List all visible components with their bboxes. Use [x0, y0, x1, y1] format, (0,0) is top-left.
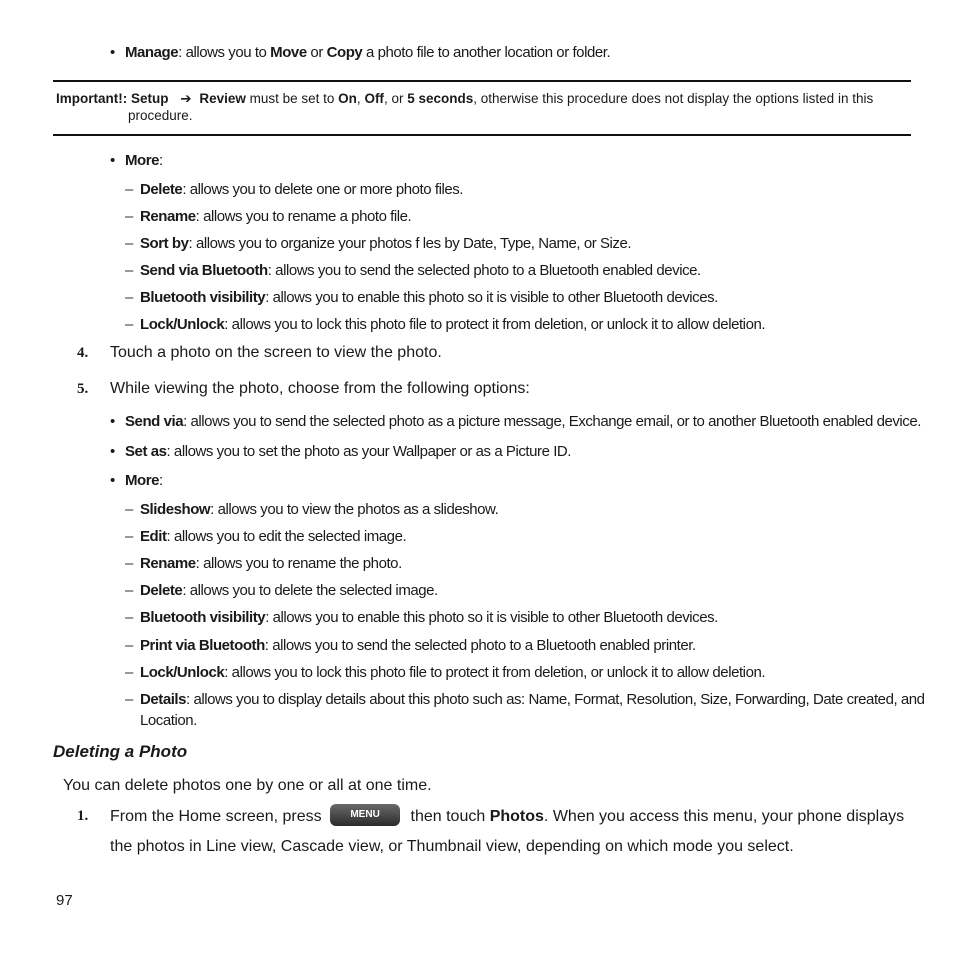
list-item [140, 235, 631, 252]
dash: – [125, 555, 134, 572]
text: , or [383, 91, 408, 106]
step-number: 5. [77, 381, 89, 397]
note-top-rule [53, 80, 911, 82]
text: , [356, 91, 365, 106]
bullet-dot: • [110, 44, 116, 61]
important-label: Important!: Setup [56, 91, 169, 106]
list-item [140, 691, 925, 708]
dash: – [125, 664, 134, 681]
manage-bullet [125, 44, 610, 61]
dash: – [125, 637, 134, 654]
list-item [140, 528, 406, 545]
item-text: : allows you to lock this photo file to protect it from deletion, or unlock it to allow deletion. [224, 664, 766, 681]
dash: – [125, 289, 134, 306]
five-seconds-label: 5 seconds [407, 91, 474, 106]
manage-label: Manage [125, 44, 179, 61]
text: : [159, 472, 163, 489]
dash: – [125, 528, 134, 545]
item-text: : allows you to enable this photo so it is visible to other Bluetooth devices. [265, 609, 718, 626]
text: . When you access this menu, your phone displays [543, 808, 905, 826]
item-text: : allows you to edit the selected image. [166, 528, 407, 545]
item-text: : allows you to delete the selected image. [182, 582, 438, 599]
bullet-dot: • [110, 472, 116, 489]
dash: – [125, 582, 134, 599]
review-label: Review [199, 91, 246, 106]
item-label: Send via [125, 413, 184, 430]
item-text: : allows you to rename a photo file. [195, 208, 412, 225]
item-text: : allows you to send the selected photo to a Bluetooth enabled device. [267, 262, 701, 279]
list-item [140, 637, 696, 654]
item-label: Bluetooth visibility [140, 289, 266, 306]
set-as-bullet [125, 443, 571, 460]
item-label: Edit [140, 528, 167, 545]
list-item [140, 664, 765, 681]
move-label: Move [270, 44, 307, 61]
list-item [140, 262, 701, 279]
step-4-text: Touch a photo on the screen to view the photo. [110, 344, 442, 361]
page-number: 97 [56, 892, 73, 909]
text: , otherwise this procedure does not display the options listed in this [473, 91, 874, 106]
list-item [140, 316, 765, 333]
item-label: Delete [140, 181, 183, 198]
note-bottom-rule [53, 134, 911, 136]
text: : [159, 152, 163, 169]
text: a photo file to another location or folder. [362, 44, 611, 61]
item-text: : allows you to enable this photo so it is visible to other Bluetooth devices. [265, 289, 718, 306]
photos-label: Photos [489, 808, 544, 826]
list-item [140, 181, 463, 198]
item-text: : allows you to send the selected photo to a Bluetooth enabled printer. [264, 637, 696, 654]
important-note [56, 91, 873, 107]
step-number: 4. [77, 345, 89, 361]
dash: – [125, 208, 134, 225]
dash: – [125, 609, 134, 626]
item-label: Bluetooth visibility [140, 609, 266, 626]
item-text: : allows you to view the photos as a slideshow. [210, 501, 499, 518]
text: then touch [406, 808, 490, 826]
item-text: : allows you to display details about this photo such as: Name, Format, Resolution, Size, Forwarding, Date created, and [186, 691, 925, 708]
dash: – [125, 262, 134, 279]
dash: – [125, 316, 134, 333]
step-1-text [110, 806, 904, 828]
dash: – [125, 235, 134, 252]
section-intro: You can delete photos one by one or all at one time. [63, 777, 432, 794]
copy-label: Copy [326, 44, 363, 61]
off-label: Off [364, 91, 384, 106]
text: From the Home screen, press [110, 808, 327, 826]
item-label: Sort by [140, 235, 189, 252]
item-text: : allows you to delete one or more photo files. [182, 181, 464, 198]
more-label: More [125, 472, 160, 489]
list-item [140, 208, 411, 225]
list-item [140, 289, 718, 306]
item-label: Slideshow [140, 501, 211, 518]
item-label: Details [140, 691, 187, 708]
item-label: Set as [125, 443, 167, 460]
list-item [140, 501, 498, 518]
on-label: On [338, 91, 357, 106]
item-label: Send via Bluetooth [140, 262, 268, 279]
more-label: More [125, 152, 160, 169]
arrow-icon: ➔ [180, 91, 192, 106]
send-via-bullet [125, 413, 921, 430]
step-1-line2: the photos in Line view, Cascade view, or Thumbnail view, depending on which mode you select. [110, 838, 794, 855]
item-label: Lock/Unlock [140, 316, 225, 333]
more-bullet [125, 472, 163, 489]
list-item [140, 555, 402, 572]
text: must be set to [245, 91, 339, 106]
list-item [140, 582, 438, 599]
item-text: : allows you to lock this photo file to protect it from deletion, or unlock it to allow deletion. [224, 316, 766, 333]
step-number: 1. [77, 808, 89, 824]
more-bullet [125, 152, 163, 169]
item-text: : allows you to set the photo as your Wallpaper or as a Picture ID. [166, 443, 572, 460]
bullet-dot: • [110, 443, 116, 460]
text: : allows you to [178, 44, 271, 61]
bullet-dot: • [110, 413, 116, 430]
dash: – [125, 501, 134, 518]
menu-key-icon: MENU [330, 804, 400, 826]
text: or [306, 44, 327, 61]
step-5-text: While viewing the photo, choose from the following options: [110, 380, 530, 397]
important-note-line2: procedure. [128, 108, 193, 123]
item-label: Print via Bluetooth [140, 637, 265, 654]
item-label: Rename [140, 555, 196, 572]
dash: – [125, 181, 134, 198]
dash: – [125, 691, 134, 708]
bullet-dot: • [110, 152, 116, 169]
list-item-continued: Location. [140, 712, 197, 729]
item-label: Rename [140, 208, 196, 225]
list-item [140, 609, 718, 626]
item-label: Lock/Unlock [140, 664, 225, 681]
item-text: : allows you to rename the photo. [195, 555, 402, 572]
item-label: Delete [140, 582, 183, 599]
item-text: : allows you to organize your photos f les by Date, Type, Name, or Size. [188, 235, 632, 252]
section-heading: Deleting a Photo [53, 742, 188, 761]
item-text: : allows you to send the selected photo as a picture message, Exchange email, or to another Bluetooth enabled device. [183, 413, 921, 430]
